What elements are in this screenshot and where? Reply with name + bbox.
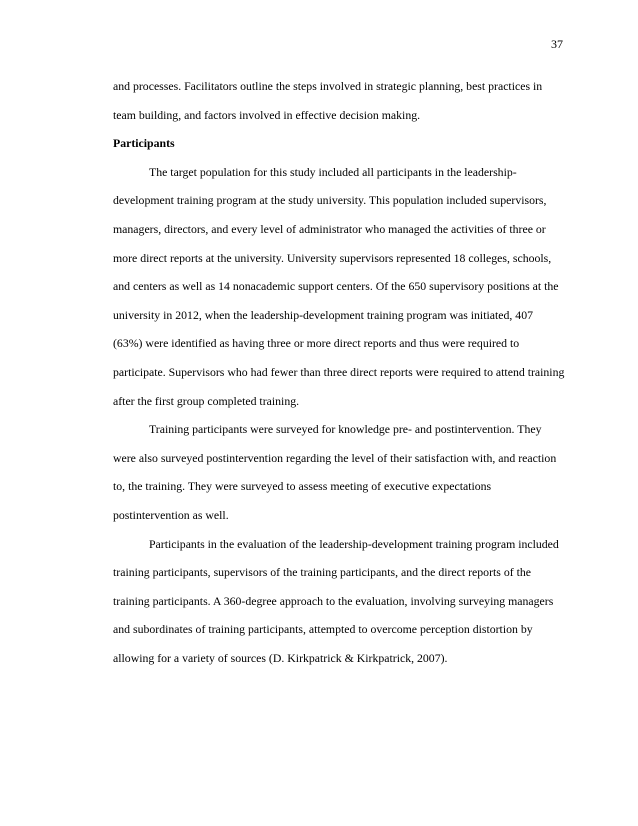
section-heading: Participants (113, 136, 175, 151)
continuation-paragraph: and processes. Facilitators outline the steps involved in strategic planning, best practices in team building, and factors involved in effective decision making. (113, 79, 543, 122)
body-text (113, 72, 565, 672)
paragraph-evaluation-participants: Participants in the evaluation of the leadership-development training program included training participants, supervisors of the training participants, and the direct reports of the training participants. A 360-degree approach to the evaluation, involving surveying managers and subordinates of training participants, attempted to overcome perception distortion by allowing for a variety of sources (D. Kirkpatrick & Kirkpatrick, 2007). (113, 536, 559, 665)
page-number: 37 (551, 37, 563, 51)
paragraph-target-population: The target population for this study included all participants in the leadership-development training program at the study university. This population included supervisors, managers, directors, and every level of administrator who managed the activities of three or more direct reports at the university. University supervisors represented 18 colleges, schools, and centers as well as 14 nonacademic support centers. Of the 650 supervisory positions at the university in 2012, when the leadership-development training program was initiated, 407 (63%) were identified as having three or more direct reports and thus were required to participate. Supervisors who had fewer than three direct reports were required to attend training after the first group completed training. (113, 164, 565, 408)
paragraph-surveys: Training participants were surveyed for knowledge pre- and postintervention. They were also surveyed postintervention regarding the level of their satisfaction with, and reaction to, the training. They were surveyed to assess meeting of executive expectations postintervention as well. (113, 422, 557, 522)
